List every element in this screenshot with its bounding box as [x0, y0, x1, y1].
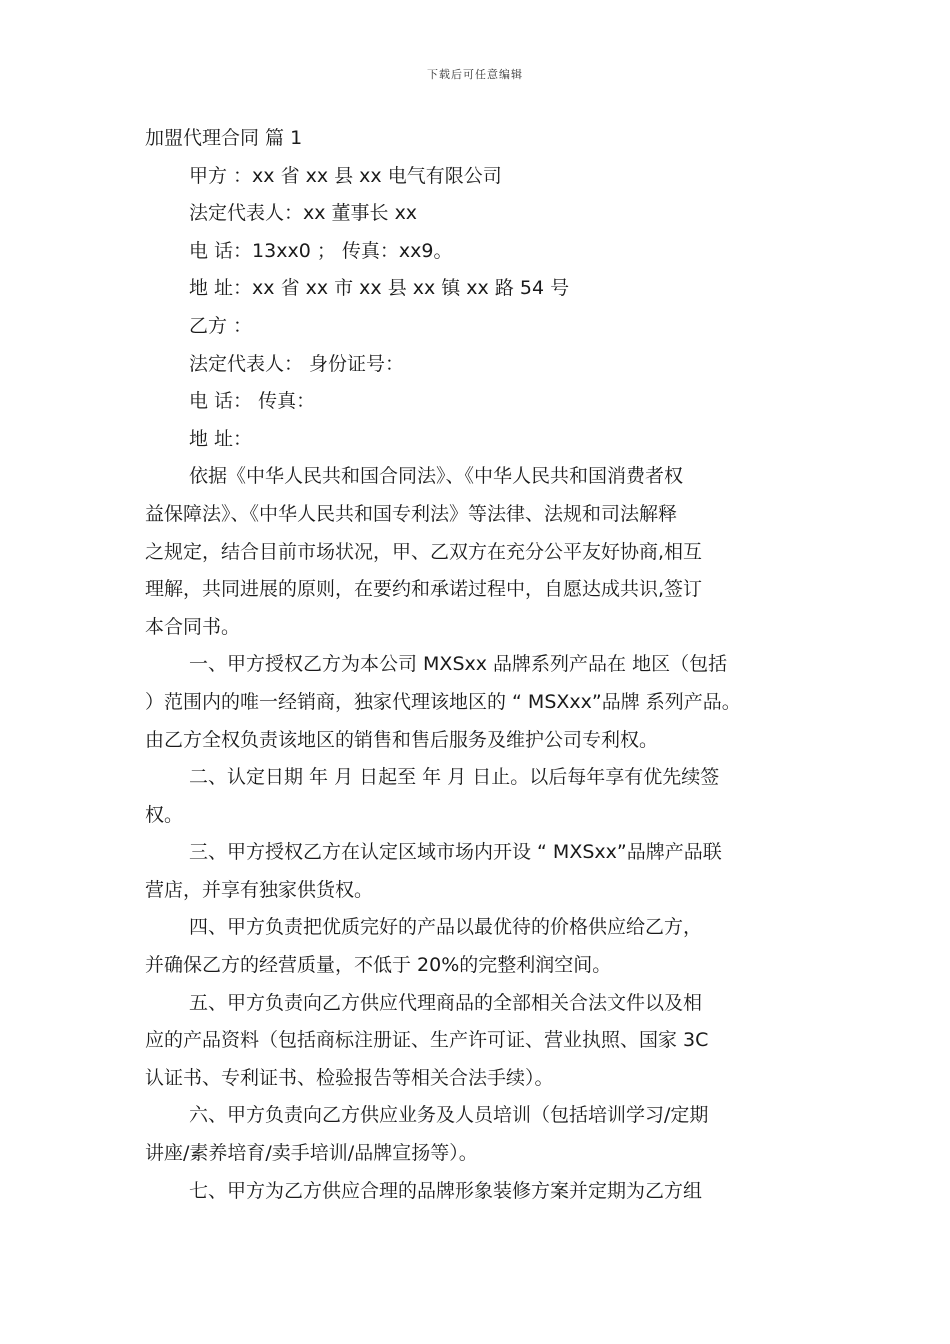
document-line: 益保障法》、《中华人民共和国专利法》等法律、法规和司法解释	[145, 502, 678, 525]
document-line: 电 话： 传真：	[189, 390, 316, 413]
document-line: 地 址：xx 省 xx 市 xx 县 xx 镇 xx 路 54 号	[189, 277, 570, 300]
document-line: 理解，共同进展的原则，在要约和承诺过程中，自愿达成共识,签订	[145, 578, 703, 601]
document-line: 甲方 ：xx 省 xx 县 xx 电气有限公司	[189, 164, 502, 187]
document-line: ）范围内的唯一经销商，独家代理该地区的 “ MSXxx”品牌 系列产品。	[145, 690, 741, 713]
document-line: 应的产品资料（包括商标注册证、生产许可证、营业执照、国家 3C	[145, 1029, 709, 1052]
document-line: 七、甲方为乙方供应合理的品牌形象装修方案并定期为乙方组	[189, 1179, 703, 1202]
document-line: 六、甲方负责向乙方供应业务及人员培训（包括培训学习/定期	[189, 1104, 709, 1127]
page-header-note: 下载后可任意编辑	[427, 68, 523, 81]
document-title: 加盟代理合同 篇 1	[145, 127, 303, 149]
document-line: 之规定，结合目前市场状况，甲、乙双方在充分公平友好协商,相互	[145, 540, 703, 563]
document-line: 乙方 ：	[189, 314, 253, 337]
document-line: 权。	[145, 803, 184, 826]
document-line: 三、甲方授权乙方在认定区域市场内开设 “ MXSxx”品牌产品联	[189, 841, 722, 864]
document-line: 四、甲方负责把优质完好的产品以最优待的价格供应给乙方，	[189, 916, 703, 939]
document-line: 认证书、专利证书、检验报告等相关合法手续）。	[145, 1066, 554, 1089]
document-line: 二、认定日期 年 月 日起至 年 月 日止。以后每年享有优先续签	[189, 766, 720, 789]
document-line: 法定代表人：xx 董事长 xx	[189, 202, 418, 225]
document-line: 五、甲方负责向乙方供应代理商品的全部相关合法文件以及相	[189, 991, 703, 1014]
document-line: 本合同书。	[145, 615, 241, 638]
document-line: 法定代表人： 身份证号：	[189, 352, 405, 375]
document-body	[145, 120, 810, 1210]
document-line: 讲座/素养培育/卖手培训/品牌宣扬等）。	[145, 1142, 478, 1165]
document-line: 营店，并享有独家供货权。	[145, 878, 374, 901]
document-line: 地 址：	[189, 427, 253, 450]
document-line: 并确保乙方的经营质量，不低于 20%的完整利润空间。	[145, 954, 612, 977]
document-line: 由乙方全权负责该地区的销售和售后服务及维护公司专利权。	[145, 728, 659, 751]
document-line: 依据《中华人民共和国合同法》、《中华人民共和国消费者权	[189, 465, 684, 488]
document-line: 电 话：13xx0 ； 传真：xx9。	[189, 239, 453, 262]
document-line: 一、甲方授权乙方为本公司 MXSxx 品牌系列产品在 地区（包括	[189, 653, 728, 676]
